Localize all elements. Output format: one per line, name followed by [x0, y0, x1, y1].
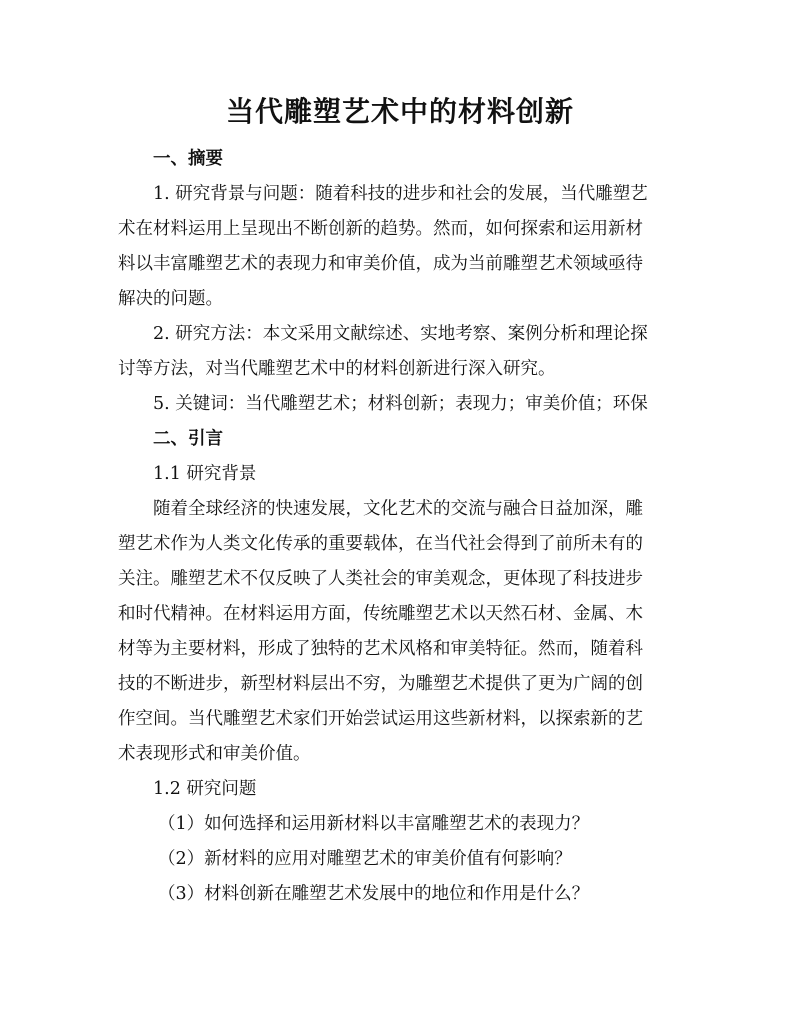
section-heading-abstract: 一、摘要	[153, 149, 223, 169]
document-title: 当代雕塑艺术中的材料创新	[225, 95, 574, 128]
subsection-heading-background: 1.1 研究背景	[153, 464, 257, 484]
paragraph-line: 术表现形式和审美价值。	[118, 744, 311, 764]
paragraph-line: 塑艺术作为人类文化传承的重要载体，在当代社会得到了前所未有的	[118, 534, 643, 554]
question-item: （1）如何选择和运用新材料以丰富雕塑艺术的表现力？	[158, 814, 590, 834]
paragraph-line: 术在材料运用上呈现出不断创新的趋势。然而，如何探索和运用新材	[118, 219, 643, 239]
document-body	[118, 142, 683, 912]
subsection-heading-questions: 1.2 研究问题	[153, 779, 257, 799]
paragraph-line: 材等为主要材料，形成了独特的艺术风格和审美特征。然而，随着科	[118, 639, 643, 659]
paragraph-line: 随着全球经济的快速发展，文化艺术的交流与融合日益加深，雕	[153, 499, 643, 519]
paragraph-line: 料以丰富雕塑艺术的表现力和审美价值，成为当前雕塑艺术领域亟待	[118, 254, 643, 274]
paragraph-line: 关注。雕塑艺术不仅反映了人类社会的审美观念，更体现了科技进步	[118, 569, 643, 589]
paragraph-line: 讨等方法，对当代雕塑艺术中的材料创新进行深入研究。	[118, 359, 556, 379]
question-item: （3）材料创新在雕塑艺术发展中的地位和作用是什么？	[158, 884, 590, 904]
paragraph-line: 作空间。当代雕塑艺术家们开始尝试运用这些新材料，以探索新的艺	[118, 709, 643, 729]
section-heading-introduction: 二、引言	[153, 429, 223, 449]
paragraph-line: 技的不断进步，新型材料层出不穷，为雕塑艺术提供了更为广阔的创	[118, 674, 643, 694]
paragraph-line: 解决的问题。	[118, 289, 223, 309]
paragraph-line: 和时代精神。在材料运用方面，传统雕塑艺术以天然石材、金属、木	[118, 604, 643, 624]
question-item: （2）新材料的应用对雕塑艺术的审美价值有何影响？	[158, 849, 572, 869]
paragraph-line: 2. 研究方法：本文采用文献综述、实地考察、案例分析和理论探	[153, 324, 648, 344]
keywords-line: 5. 关键词：当代雕塑艺术；材料创新；表现力；审美价值；环保	[153, 394, 648, 414]
paragraph-line: 1. 研究背景与问题：随着科技的进步和社会的发展，当代雕塑艺	[153, 184, 648, 204]
